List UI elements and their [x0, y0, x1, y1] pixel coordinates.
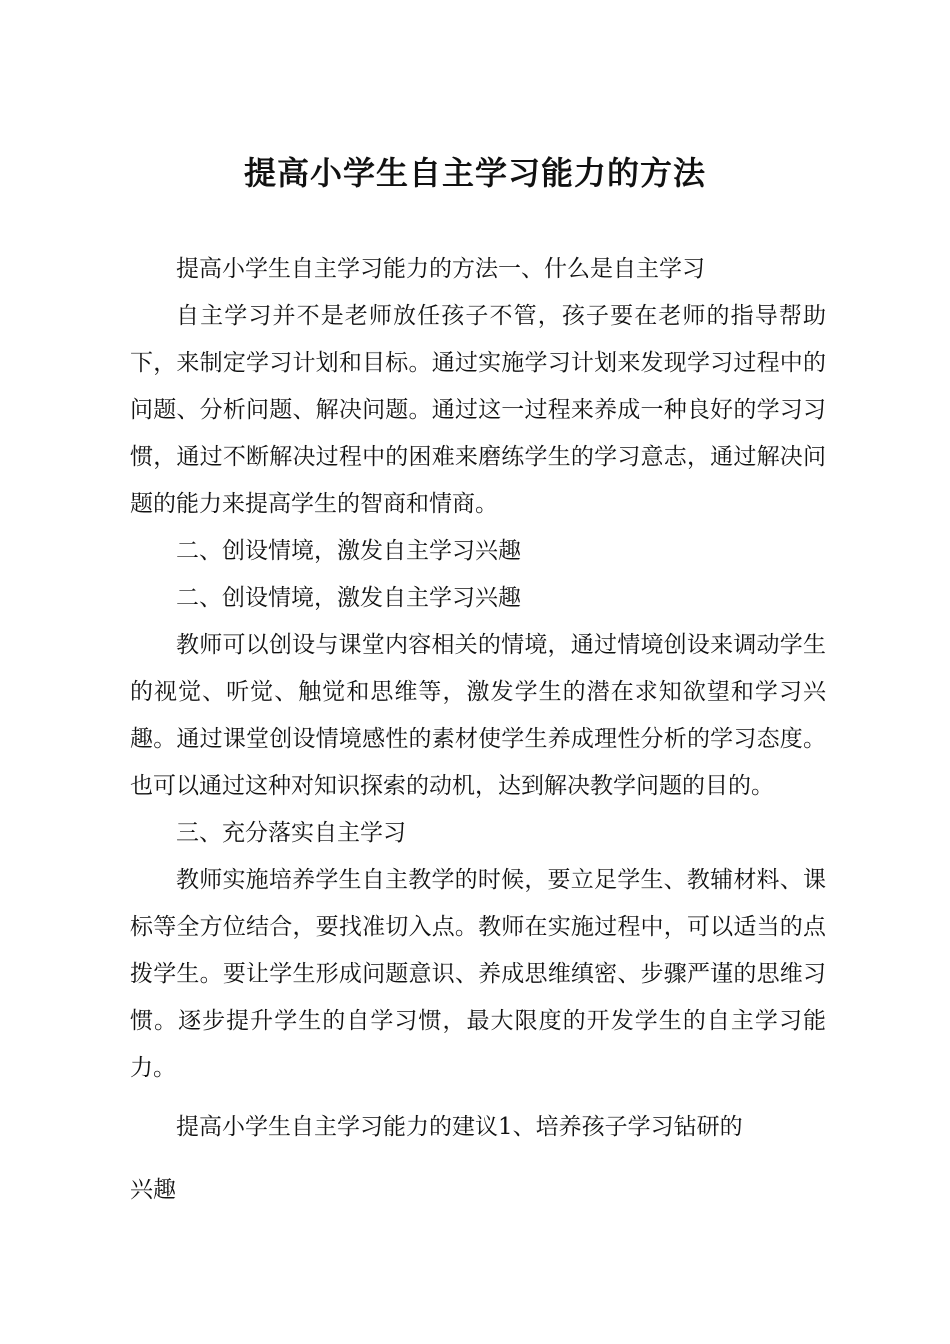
- paragraph-intro-heading: 提高小学生自主学习能力的方法一、什么是自主学习: [176, 256, 705, 282]
- paragraph-section-two-heading-repeat: 二、创设情境，激发自主学习兴趣: [176, 585, 521, 611]
- paragraph-suggestion-continued: 兴趣: [130, 1177, 176, 1203]
- paragraph-section-two-heading: 二、创设情境，激发自主学习兴趣: [176, 538, 521, 564]
- document-title: 提高小学生自主学习能力的方法: [243, 154, 706, 193]
- paragraph-what-is-self-learning: 自主学习并不是老师放任孩子不管，孩子要在老师的指导帮助下，来制定学习计划和目标。通过实施学习计划来发现学习过程中的问题、分析问题、解决问题。通过这一过程来养成一种良好的学习习惯，通过不断解决过程中的困难来磨练学生的学习意志，通过解决问题的能力来提高学生的智商和情商。: [130, 303, 826, 517]
- paragraph-suggestion-heading: 提高小学生自主学习能力的建议1、培养孩子学习钻研的: [176, 1114, 743, 1140]
- paragraph-create-situations: 教师可以创设与课堂内容相关的情境，通过情境创设来调动学生的视觉、听觉、触觉和思维等，激发学生的潜在求知欲望和学习兴趣。通过课堂创设情境感性的素材使学生养成理性分析的学习态度。也可以通过这种对知识探索的动机，达到解决教学问题的目的。: [130, 632, 826, 799]
- document-body: [130, 246, 826, 1214]
- paragraph-section-three-heading: 三、充分落实自主学习: [176, 820, 406, 846]
- paragraph-implement-self-learning: 教师实施培养学生自主教学的时候，要立足学生、教辅材料、课标等全方位结合，要找准切入点。教师在实施过程中，可以适当的点拨学生。要让学生形成问题意识、养成思维缜密、步骤严谨的思维习惯。逐步提升学生的自学习惯，最大限度的开发学生的自主学习能力。: [130, 867, 826, 1081]
